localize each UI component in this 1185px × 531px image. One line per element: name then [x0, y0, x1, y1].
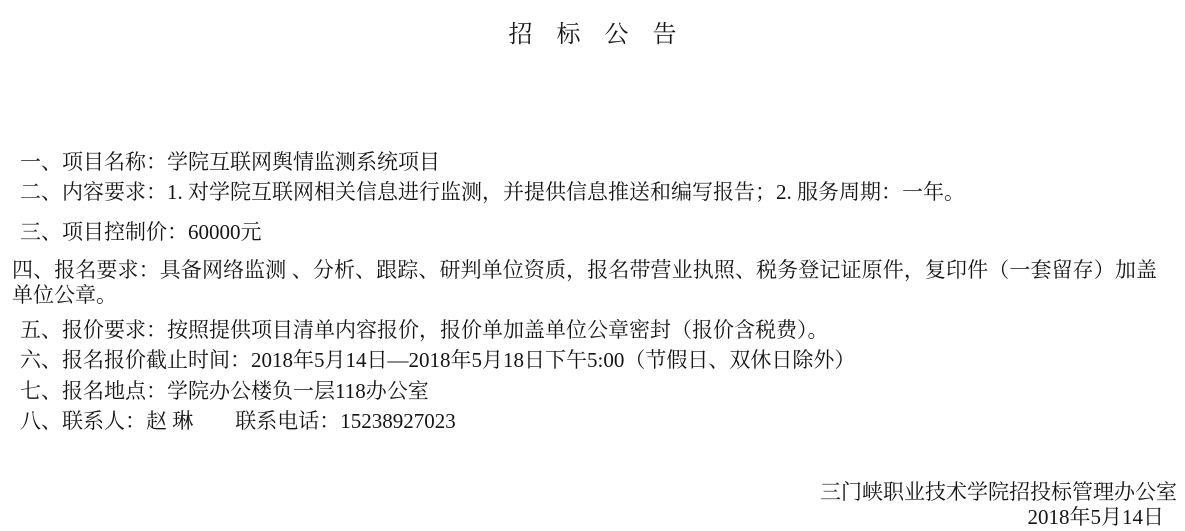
signature-date: 2018年5月14日 — [1027, 505, 1164, 529]
notice-item-deadline: 六、报名报价截止时间：2018年5月14日—2018年5月18日下午5:00（节假日、双休日除外） — [20, 348, 856, 372]
notice-body — [0, 150, 1185, 434]
notice-item-quotation-requirements: 五、报价要求：按照提供项目清单内容报价，报价单加盖单位公章密封（报价含税费）。 — [20, 318, 829, 342]
notice-item-control-price: 三、项目控制价：60000元 — [20, 220, 262, 244]
notice-item-registration-location: 七、报名地点：学院办公楼负一层118办公室 — [20, 379, 429, 403]
document-title: 招 标 公 告 — [508, 22, 677, 48]
notice-item-contact: 八、联系人：赵 琳 联系电话：15238927023 — [20, 409, 456, 433]
notice-item-content-requirements: 二、内容要求：1. 对学院互联网相关信息进行监测，并提供信息推送和编写报告；2. 服务周期：一年。 — [20, 180, 965, 204]
notice-item-project-name: 一、项目名称：学院互联网舆情监测系统项目 — [20, 150, 440, 174]
notice-item-registration-requirements: 四、报名要求：具备网络监测 、分析、跟踪、研判单位资质，报名带营业执照、税务登记证原件，复印件（一套留存）加盖单位公章。 — [12, 258, 1157, 307]
signature-block — [0, 480, 1185, 530]
signature-organization: 三门峡职业技术学院招投标管理办公室 — [820, 480, 1177, 504]
